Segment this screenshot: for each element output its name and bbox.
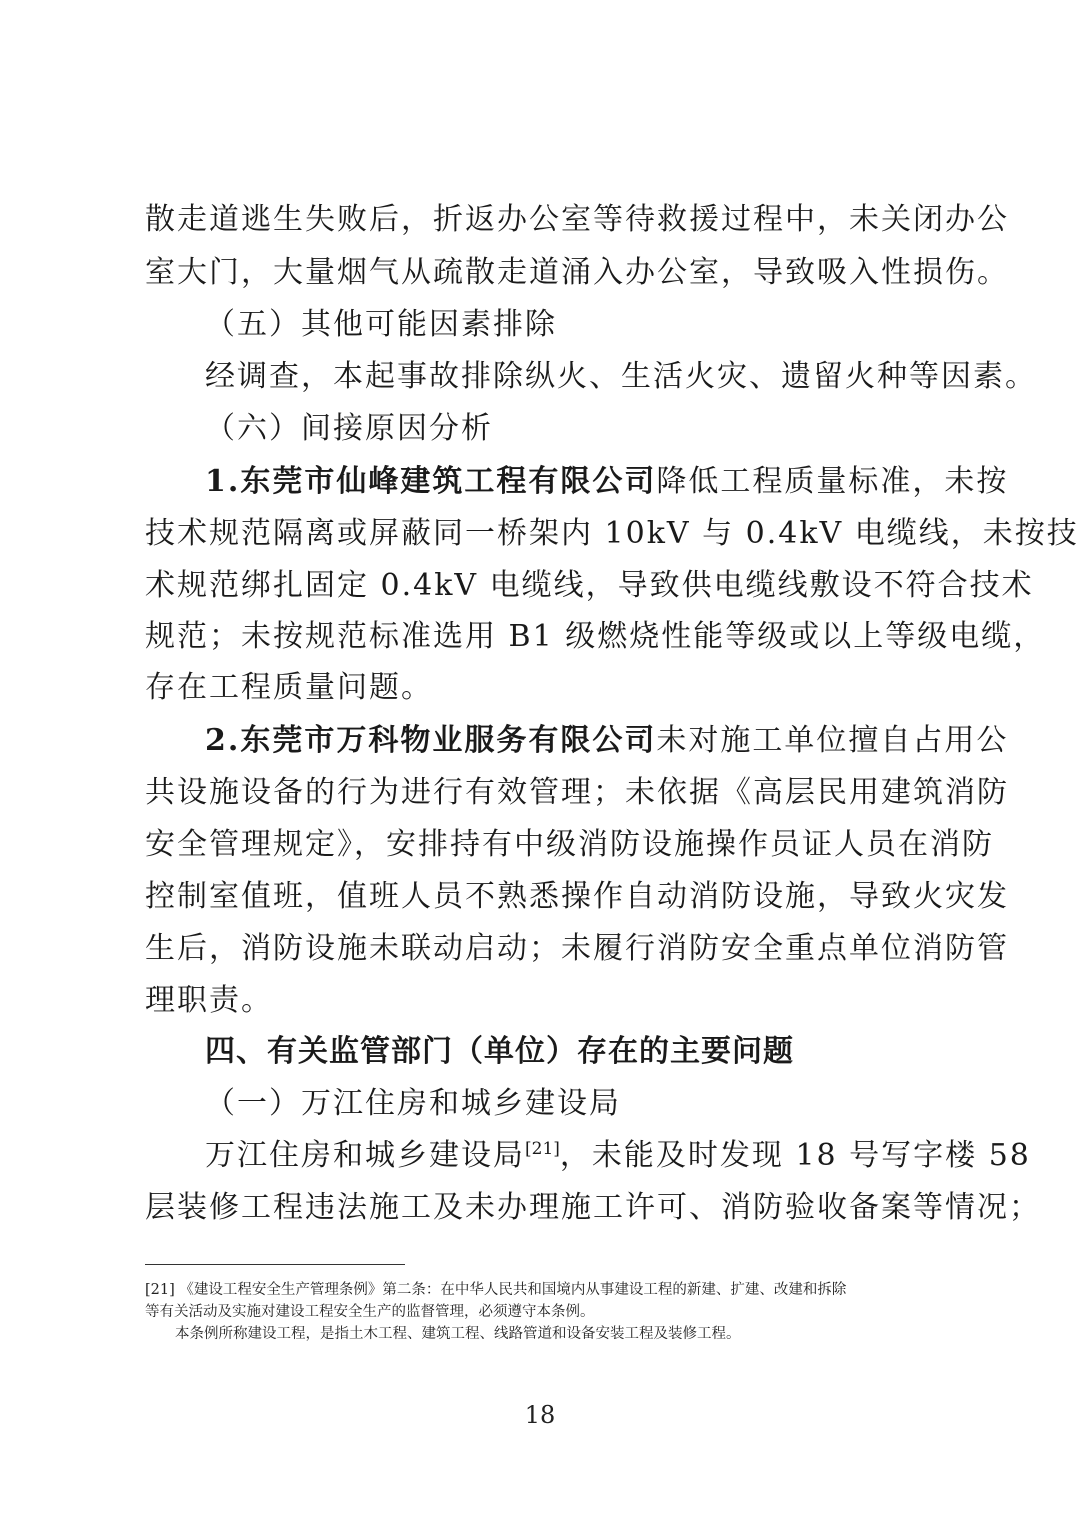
- item-1-first-line: [205, 462, 1009, 502]
- body-line: 控制室值班，值班人员不熟悉操作自动消防设施，导致火灾发: [145, 879, 1009, 914]
- section-6-title: （六）间接原因分析: [205, 411, 493, 446]
- section-4-heading: 四、有关监管部门（单位）存在的主要问题: [205, 1034, 794, 1069]
- item-2-text: 未对施工单位擅自占用公: [656, 723, 1009, 758]
- body-line: 共设施设备的行为进行有效管理；未依据《高层民用建筑消防: [145, 775, 1009, 810]
- body-line: 安全管理规定》，安排持有中级消防设施操作员证人员在消防: [145, 827, 994, 862]
- subsection-1-text: 万江住房和城乡建设局: [205, 1138, 525, 1173]
- page-number: 18: [524, 1401, 556, 1429]
- footnote-line: 等有关活动及实施对建设工程安全生产的监督管理，必须遵守本条例。: [145, 1304, 595, 1320]
- item-2-first-line: [205, 721, 1009, 761]
- body-line: 室大门，大量烟气从疏散走道涌入办公室，导致吸入性损伤。: [145, 255, 1009, 290]
- item-1-company: 1.东莞市仙峰建筑工程有限公司: [205, 464, 657, 499]
- body-line: 存在工程质量问题。: [145, 670, 433, 705]
- section-5-text: 经调查，本起事故排除纵火、生活火灾、遗留火种等因素。: [205, 359, 1037, 394]
- body-line: 生后，消防设施未联动启动；未履行消防安全重点单位消防管: [145, 931, 1009, 966]
- footnote-reference: [21]: [525, 1139, 560, 1159]
- footnote-line: 本条例所称建设工程，是指土木工程、建筑工程、线路管道和设备安装工程及装修工程。: [175, 1326, 741, 1342]
- subsection-1-first-line: [205, 1136, 1031, 1176]
- body-line: 散走道逃生失败后，折返办公室等待救援过程中，未关闭办公: [145, 202, 1009, 237]
- subsection-1-title: （一）万江住房和城乡建设局: [205, 1086, 621, 1121]
- section-5-title: （五）其他可能因素排除: [205, 307, 557, 342]
- footnote-line: [21] 《建设工程安全生产管理条例》第二条：在中华人民共和国境内从事建设工程的新建、扩建、改建和拆除: [145, 1282, 847, 1298]
- item-2-company: 2.东莞市万科物业服务有限公司: [205, 723, 657, 758]
- item-1-text: 降低工程质量标准，未按: [656, 464, 1009, 499]
- footnote-divider: [145, 1264, 405, 1265]
- body-line: 层装修工程违法施工及未办理施工许可、消防验收备案等情况；: [145, 1190, 1041, 1225]
- body-line: 规范；未按规范标准选用 B1 级燃烧性能等级或以上等级电缆，: [145, 619, 1046, 654]
- body-line: 术规范绑扎固定 0.4kV 电缆线，导致供电缆线敷设不符合技术: [145, 568, 1034, 603]
- body-line: 理职责。: [145, 983, 273, 1018]
- body-line: 技术规范隔离或屏蔽同一桥架内 10kV 与 0.4kV 电缆线，未按技: [145, 516, 1079, 551]
- subsection-1-text: ，未能及时发现 18 号写字楼 58: [559, 1138, 1031, 1173]
